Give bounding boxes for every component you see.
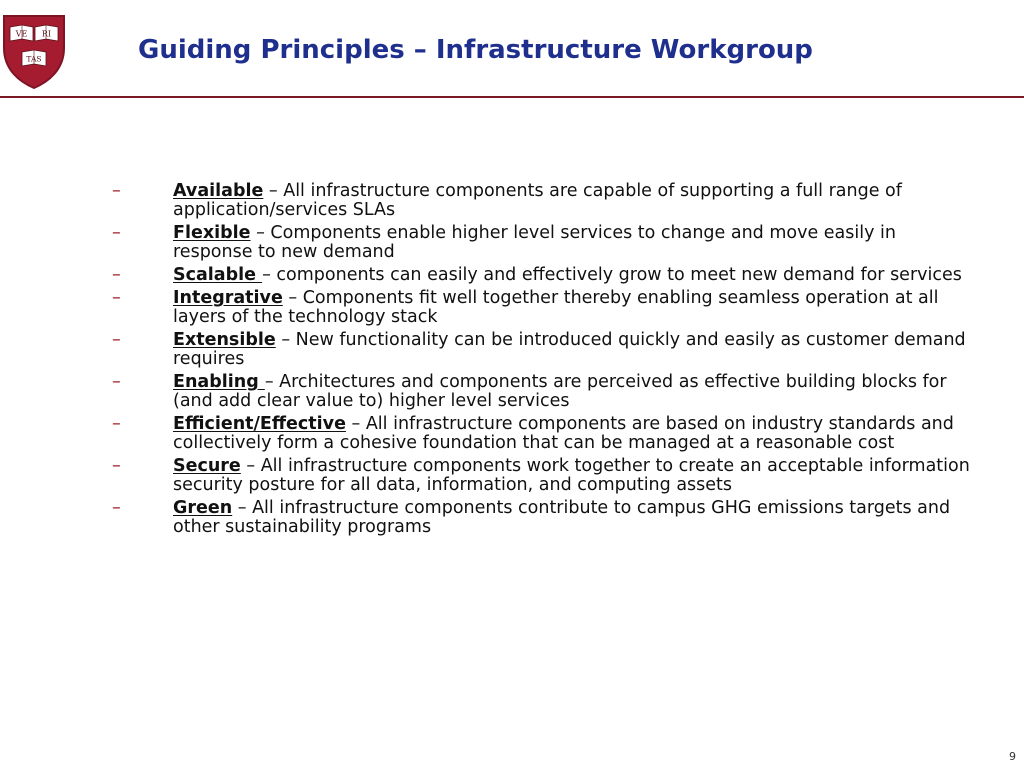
principle-green — [112, 499, 972, 537]
dash-bullet: – — [112, 456, 121, 476]
principle-description: – All infrastructure components are capable of supporting a full range of application/services SLAs — [173, 181, 902, 220]
principle-term: Enabling — [173, 372, 265, 392]
principle-available — [112, 182, 972, 220]
dash-bullet: – — [112, 372, 121, 392]
principle-description: – components can easily and effectively grow to meet new demand for services — [262, 265, 962, 285]
dash-bullet: – — [112, 223, 121, 243]
principle-description: – All infrastructure components work together to create an acceptable information security posture for all data, information, and computing assets — [173, 456, 970, 495]
principle-term: Efficient/Effective — [173, 414, 346, 434]
dash-bullet: – — [112, 181, 121, 201]
principle-term: Extensible — [173, 330, 276, 350]
principle-description: – All infrastructure components contribute to campus GHG emissions targets and other sustainability programs — [173, 498, 951, 537]
principle-description: – Architectures and components are perceived as effective building blocks for (and add clear value to) higher level services — [173, 372, 947, 411]
principle-term: Green — [173, 498, 233, 518]
principle-term: Available — [173, 181, 264, 201]
principle-extensible — [112, 331, 972, 369]
principle-secure — [112, 457, 972, 495]
principle-description: – All infrastructure components are based on industry standards and collectively form a cohesive foundation that can be managed at a reasonable cost — [173, 414, 954, 453]
principle-scalable — [112, 266, 972, 285]
slide-title: Guiding Principles – Infrastructure Workgroup — [138, 35, 813, 65]
principle-enabling — [112, 373, 972, 411]
principle-description: – Components enable higher level services to change and move easily in response to new demand — [173, 223, 896, 262]
dash-bullet: – — [112, 414, 121, 434]
book-text-ve: VE — [15, 29, 28, 39]
dash-bullet: – — [112, 288, 121, 308]
principle-flexible — [112, 224, 972, 262]
principle-term: Flexible — [173, 223, 251, 243]
principle-description: – Components fit well together thereby enabling seamless operation at all layers of the technology stack — [173, 288, 939, 327]
page-number: 9 — [1009, 750, 1016, 763]
book-text-ri: RI — [41, 29, 52, 39]
title-divider — [0, 96, 1024, 98]
principle-term: Scalable — [173, 265, 263, 285]
book-icon — [22, 50, 46, 66]
principle-description: – New functionality can be introduced quickly and easily as customer demand requires — [173, 330, 966, 369]
harvard-shield-icon — [2, 14, 66, 90]
principle-term: Secure — [173, 456, 241, 476]
principle-integrative — [112, 289, 972, 327]
book-icon — [10, 25, 33, 41]
principles-list — [112, 182, 972, 541]
principle-term: Integrative — [173, 288, 283, 308]
principle-efficient-effective — [112, 415, 972, 453]
book-text-tas: TAS — [26, 54, 42, 64]
dash-bullet: – — [112, 265, 121, 285]
harvard-shield-logo — [2, 14, 66, 90]
dash-bullet: – — [112, 330, 121, 350]
book-icon — [35, 25, 58, 41]
dash-bullet: – — [112, 498, 121, 518]
